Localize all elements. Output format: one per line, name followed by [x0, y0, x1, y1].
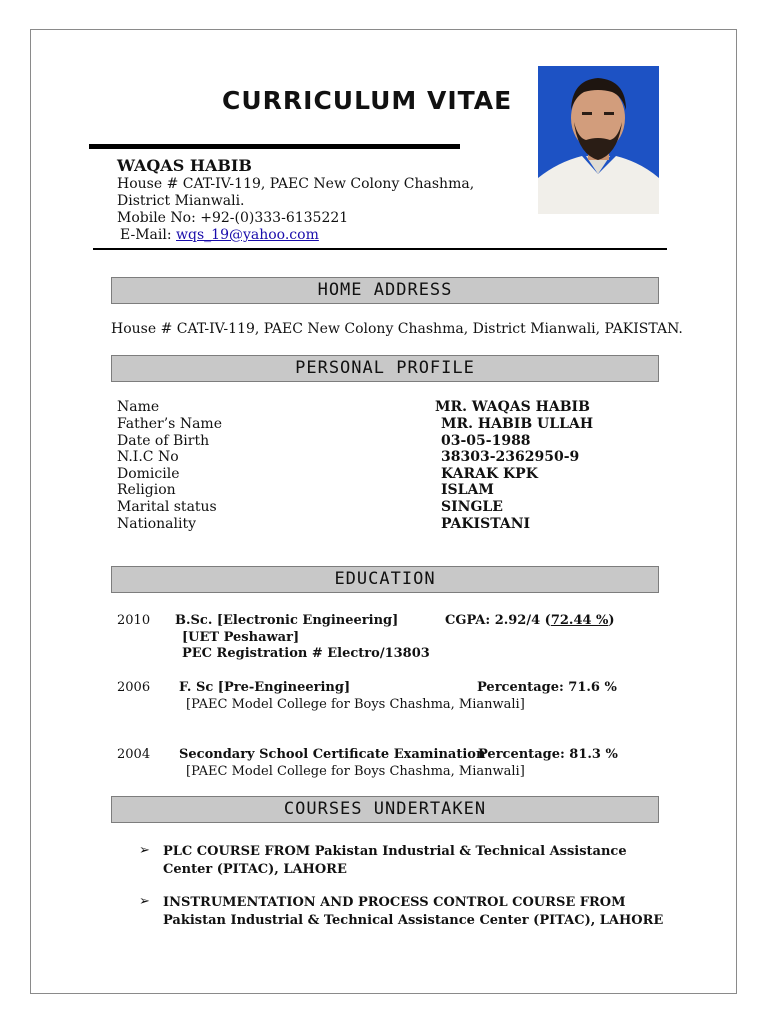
bullet-arrow-icon: ➢ — [139, 843, 150, 858]
education-degree: Secondary School Certificate Examination — [179, 747, 486, 762]
education-institute: [PAEC Model College for Boys Chashma, Mianwali] — [186, 697, 525, 712]
education-degree: F. Sc [Pre-Engineering] — [179, 680, 351, 695]
profile-value: 03-05-1988 — [441, 433, 531, 449]
mobile-number: Mobile No: +92-(0)333-6135221 — [117, 210, 349, 226]
education-registration: PEC Registration # Electro/13803 — [182, 646, 430, 661]
address-line-2: District Mianwali. — [117, 193, 245, 209]
course-line: Center (PITAC), LAHORE — [163, 862, 347, 877]
contact-rule — [93, 248, 667, 250]
course-line: INSTRUMENTATION AND PROCESS CONTROL COURSE FROM — [163, 895, 626, 910]
education-score — [445, 613, 615, 628]
profile-value: PAKISTANI — [441, 516, 531, 532]
profile-label: Father’s Name — [117, 416, 222, 432]
candidate-name: WAQAS HABIB — [117, 156, 252, 175]
profile-value: ISLAM — [441, 482, 494, 498]
education-year: 2010 — [117, 613, 151, 628]
profile-value: SINGLE — [441, 499, 503, 515]
profile-label: Name — [117, 399, 160, 415]
section-education: EDUCATION — [111, 566, 659, 593]
address-line-1: House # CAT-IV-119, PAEC New Colony Chashma, — [117, 176, 475, 192]
portrait-photo-icon — [538, 66, 659, 214]
portrait-photo — [538, 66, 659, 214]
score-percentage: 72.44 % — [550, 613, 609, 628]
score-label: CGPA: 2.92/4 ( — [445, 613, 551, 628]
bullet-arrow-icon: ➢ — [139, 894, 150, 909]
profile-label: Marital status — [117, 499, 217, 515]
profile-label: Date of Birth — [117, 433, 210, 449]
section-personal-profile: PERSONAL PROFILE — [111, 355, 659, 382]
profile-value: MR. WAQAS HABIB — [435, 399, 590, 415]
profile-label: Nationality — [117, 516, 196, 532]
profile-value: KARAK KPK — [441, 466, 538, 482]
title-rule — [89, 144, 460, 149]
education-year: 2006 — [117, 680, 151, 695]
document-title: CURRICULUM VITAE — [222, 86, 513, 115]
education-degree: B.Sc. [Electronic Engineering] — [175, 613, 399, 628]
cv-page — [30, 29, 737, 994]
profile-label: Domicile — [117, 466, 180, 482]
education-institute: [PAEC Model College for Boys Chashma, Mianwali] — [186, 764, 525, 779]
education-year: 2004 — [117, 747, 151, 762]
home-address-text: House # CAT-IV-119, PAEC New Colony Chashma, District Mianwali, PAKISTAN. — [111, 321, 683, 337]
profile-label: N.I.C No — [117, 449, 179, 465]
course-line: PLC COURSE FROM Pakistan Industrial & Technical Assistance — [163, 844, 627, 859]
education-score: Percentage: 81.3 % — [478, 747, 618, 762]
education-institute: [UET Peshawar] — [182, 630, 300, 645]
section-home-address: HOME ADDRESS — [111, 277, 659, 304]
email-link[interactable]: wqs_19@yahoo.com — [176, 227, 319, 243]
education-score: Percentage: 71.6 % — [477, 680, 617, 695]
email-label: E-Mail: — [120, 227, 172, 243]
course-line: Pakistan Industrial & Technical Assistance Center (PITAC), LAHORE — [163, 913, 664, 928]
profile-value: MR. HABIB ULLAH — [441, 416, 594, 432]
score-close: ) — [608, 613, 615, 628]
profile-value: 38303-2362950-9 — [441, 449, 580, 465]
email-row — [120, 227, 319, 244]
profile-label: Religion — [117, 482, 176, 498]
section-courses: COURSES UNDERTAKEN — [111, 796, 659, 823]
